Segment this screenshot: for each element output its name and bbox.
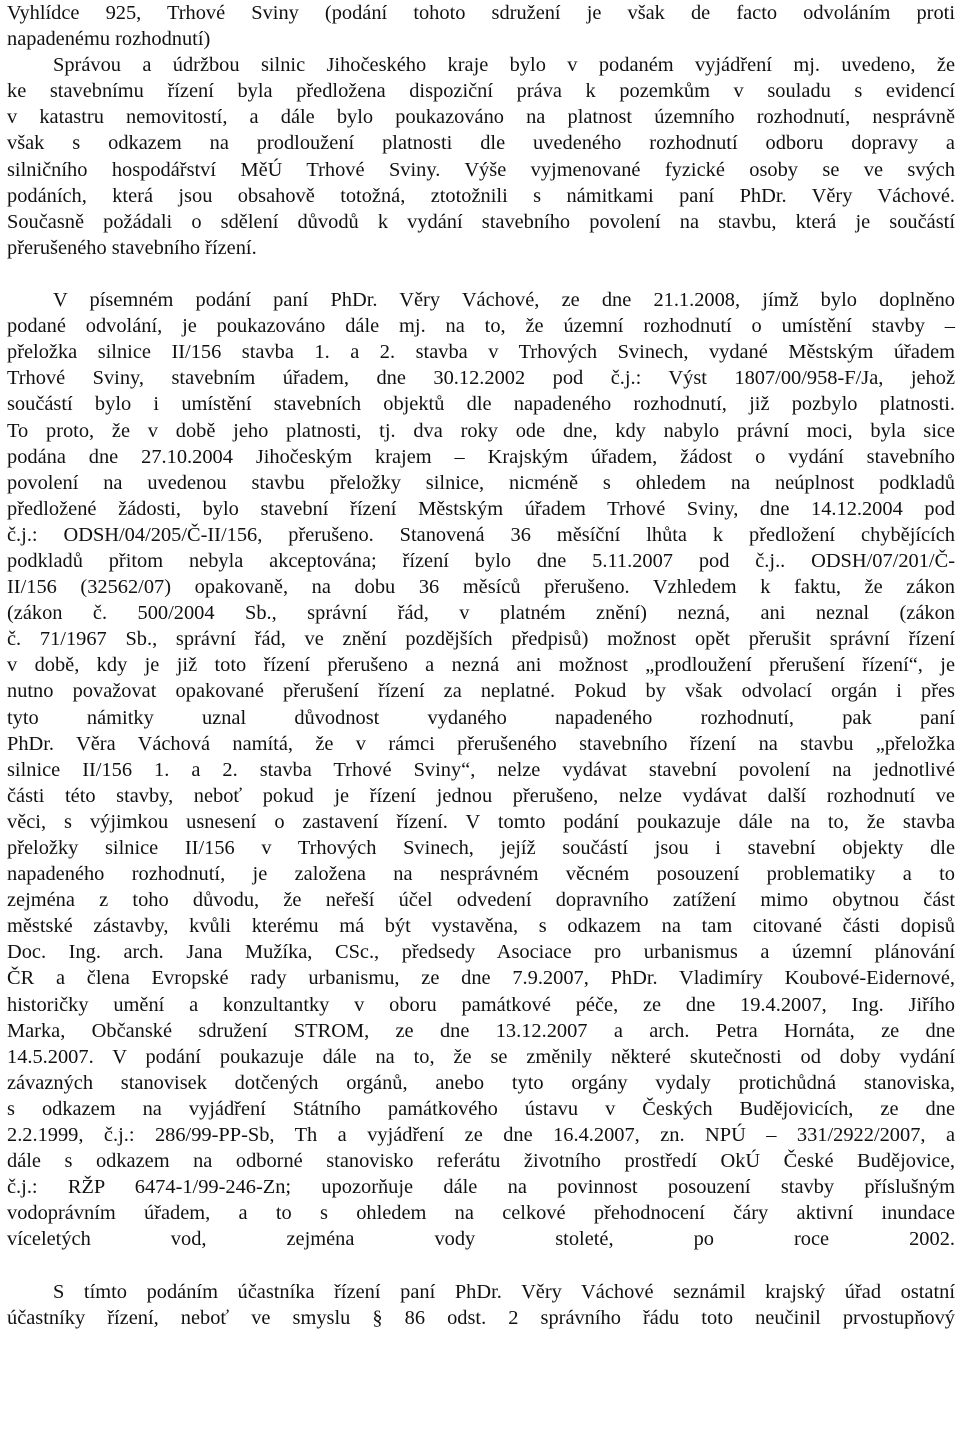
text-line: součástí bylo i umístění stavebních objektů dle napadeného rozhodnutí, již pozbylo platnosti. (7, 393, 955, 416)
text-line: Doc. Ing. arch. Jana Mužíka, CSc., předsedy Asociace pro urbanismus a územní plánování (7, 941, 955, 964)
paragraph-1 (7, 0, 955, 52)
text-line: dále s odkazem na odborné stanovisko referátu životního prostředí OkÚ České Budějovice, (7, 1150, 955, 1173)
text-line: části této stavby, neboť pokud je řízení jednou přerušeno, nelze vydávat další rozhodnutí ve (7, 784, 955, 807)
paragraph-3 (7, 287, 955, 1279)
text-line: městské zástavby, kvůli kterému má být vystavěna, s odkazem na tam citované části dopisů (7, 915, 955, 938)
text-line: přeložky silnice II/156 v Trhových Svinech, jejíž součástí jsou i stavební objekty dle (7, 837, 955, 859)
text-line: II/156 (32562/07) opakovaně, na dobu 36 měsíců přerušeno. Vzhledem k faktu, že zákon (7, 576, 955, 599)
text-line: č.j.: RŽP 6474-1/99-246-Zn; upozorňuje dále na povinnost posouzení stavby příslušným (7, 1176, 955, 1199)
text-line: V písemném podání paní PhDr. Věry Váchové, ze dne 21.1.2008, jímž bylo doplněno (53, 289, 955, 312)
text-line: (zákon č. 500/2004 Sb., správní řád, v platném znění) nezná, ani neznal (zákon (7, 602, 955, 625)
text-line: Trhové Sviny, stavebním úřadem, dne 30.12.2002 pod č.j.: Výst 1807/00/958-F/Ja, jehož (7, 367, 955, 390)
text-line: Správou a údržbou silnic Jihočeského kraje bylo v podaném vyjádření mj. uvedeno, že (53, 54, 955, 77)
text-line: Marka, Občanské sdružení STROM, ze dne 13.12.2007 a arch. Petra Hornáta, ze dne (7, 1019, 955, 1042)
paragraph-2 (7, 52, 955, 261)
paragraph-4 (7, 1279, 955, 1331)
text-line: č.j.: ODSH/04/205/Č-II/156, přerušeno. Stanovená 36 měsíční lhůta k předložení chybějících (7, 523, 955, 546)
text-line: silničního hospodářství MěÚ Trhové Sviny. Výše vyjmenované fyzické osoby se ve svých (7, 158, 955, 181)
text-line: 14.5.2007. V podání poukazuje dále na to, že se změnily některé skutečnosti od doby vydání (7, 1045, 955, 1068)
text-line: nutno považovat opakované přerušení řízení za neplatné. Pokud by však odvolací orgán i přes (7, 680, 955, 703)
text-line: ČR a člena Evropské rady urbanismu, ze dne 7.9.2007, PhDr. Vladimíry Koubové-Eidernové, (7, 967, 955, 990)
text-line: S tímto podáním účastníka řízení paní PhDr. Věry Váchové seznámil krajský úřad ostatní (53, 1280, 955, 1303)
text-line: předložené žádosti, bylo stavební řízení Městským úřadem Trhové Sviny, dne 14.12.2004 pod (7, 497, 955, 520)
text-line: podané odvolání, je poukazováno dále mj. na to, že územní rozhodnutí o umístění stavby – (7, 315, 955, 338)
paragraph-spacer (7, 261, 955, 287)
text-line: tyto námitky uznal důvodnost vydaného napadeného rozhodnutí, pak paní (7, 706, 955, 729)
text-line: PhDr. Věra Váchová namítá, že v rámci přerušeného stavebního řízení na stavbu „přeložka (7, 732, 955, 755)
text-line: přerušeného stavebního řízení. (7, 236, 257, 259)
text-line: historičky umění a konzultantky v oboru památkové péče, ze dne 19.4.2007, Ing. Jiřího (7, 993, 955, 1016)
text-line: účastníky řízení, neboť ve smyslu § 86 odst. 2 správního řádu toto neučinil prvostupňový (7, 1306, 955, 1329)
text-line: s odkazem na vyjádření Státního památkového ústavu v Českých Budějovicích, ze dne (7, 1097, 955, 1120)
text-line: Současně požádali o sdělení důvodů k vydání stavebního povolení na stavbu, která je součástí (7, 210, 955, 233)
text-line: podkladů přitom nebyla akceptována; řízení bylo dne 5.11.2007 pod č.j.. ODSH/07/201/Č- (7, 549, 955, 572)
text-line: v katastru nemovitostí, a dále bylo poukazováno na platnost územního rozhodnutí, nesprávně (7, 106, 955, 129)
text-line: napadeného rozhodnutí, je založena na nesprávném věcném posouzení problematiky a to (7, 863, 955, 886)
document-page (7, 0, 955, 1331)
text-line: přeložka silnice II/156 stavba 1. a 2. stavba v Trhových Svinech, vydané Městským úřadem (7, 341, 955, 364)
text-line: povolení na uvedenou stavbu přeložky silnice, nicméně s ohledem na neúplnost podkladů (7, 471, 955, 494)
text-line: v době, kdy je již toto řízení přerušeno a nezná ani možnost „prodloužení přerušení řízení“, je (7, 654, 955, 677)
text-line: závazných stanovisek dotčených orgánů, anebo tyto orgány vydaly protichůdná stanoviska, (7, 1071, 955, 1094)
text-line: napadenému rozhodnutí) (7, 28, 211, 51)
text-line: č. 71/1967 Sb., správní řád, ve znění pozdějších předpisů) možnost opět přerušit správní řízení (7, 628, 955, 651)
text-line: ke stavebnímu řízení byla předložena dispoziční práva k pozemkům v souladu s evidencí (7, 80, 955, 103)
text-line: věci, s výjimkou usnesení o zastavení řízení. V tomto podání poukazuje dále na to, že stavba (7, 810, 955, 833)
text-line: podána dne 27.10.2004 Jihočeským krajem – Krajským úřadem, žádost o vydání stavebního (7, 445, 955, 468)
text-line: podáních, která jsou obsahově totožná, ztotožnili s námitkami paní PhDr. Věry Váchové. (7, 184, 955, 207)
text-line (7, 1253, 955, 1279)
text-line: To proto, že v době jeho platnosti, tj. dva roky ode dne, kdy nabylo právní moci, byla sice (7, 419, 955, 442)
text-line: zejména z toho důvodu, že neřeší účel odvedení dopravního zatížení mimo obytnou část (7, 889, 955, 912)
text-line: silnice II/156 1. a 2. stavba Trhové Sviny“, nelze vydávat stavební povolení na jednotlivé (7, 758, 955, 781)
text-line: víceletých vod, zejména vody stoleté, po roce 2002. (7, 1228, 955, 1251)
text-line: 2.2.1999, č.j.: 286/99-PP-Sb, Th a vyjádření ze dne 16.4.2007, zn. NPÚ – 331/2922/2007, a (7, 1124, 955, 1147)
text-line: vodoprávním úřadem, a to s ohledem na celkové přehodnocení čáry aktivní inundace (7, 1202, 955, 1225)
text-line: však s odkazem na prodloužení platnosti dle uvedeného rozhodnutí odboru dopravy a (7, 132, 955, 155)
text-line: Vyhlídce 925, Trhové Sviny (podání tohoto sdružení je však de facto odvoláním proti (7, 2, 955, 24)
